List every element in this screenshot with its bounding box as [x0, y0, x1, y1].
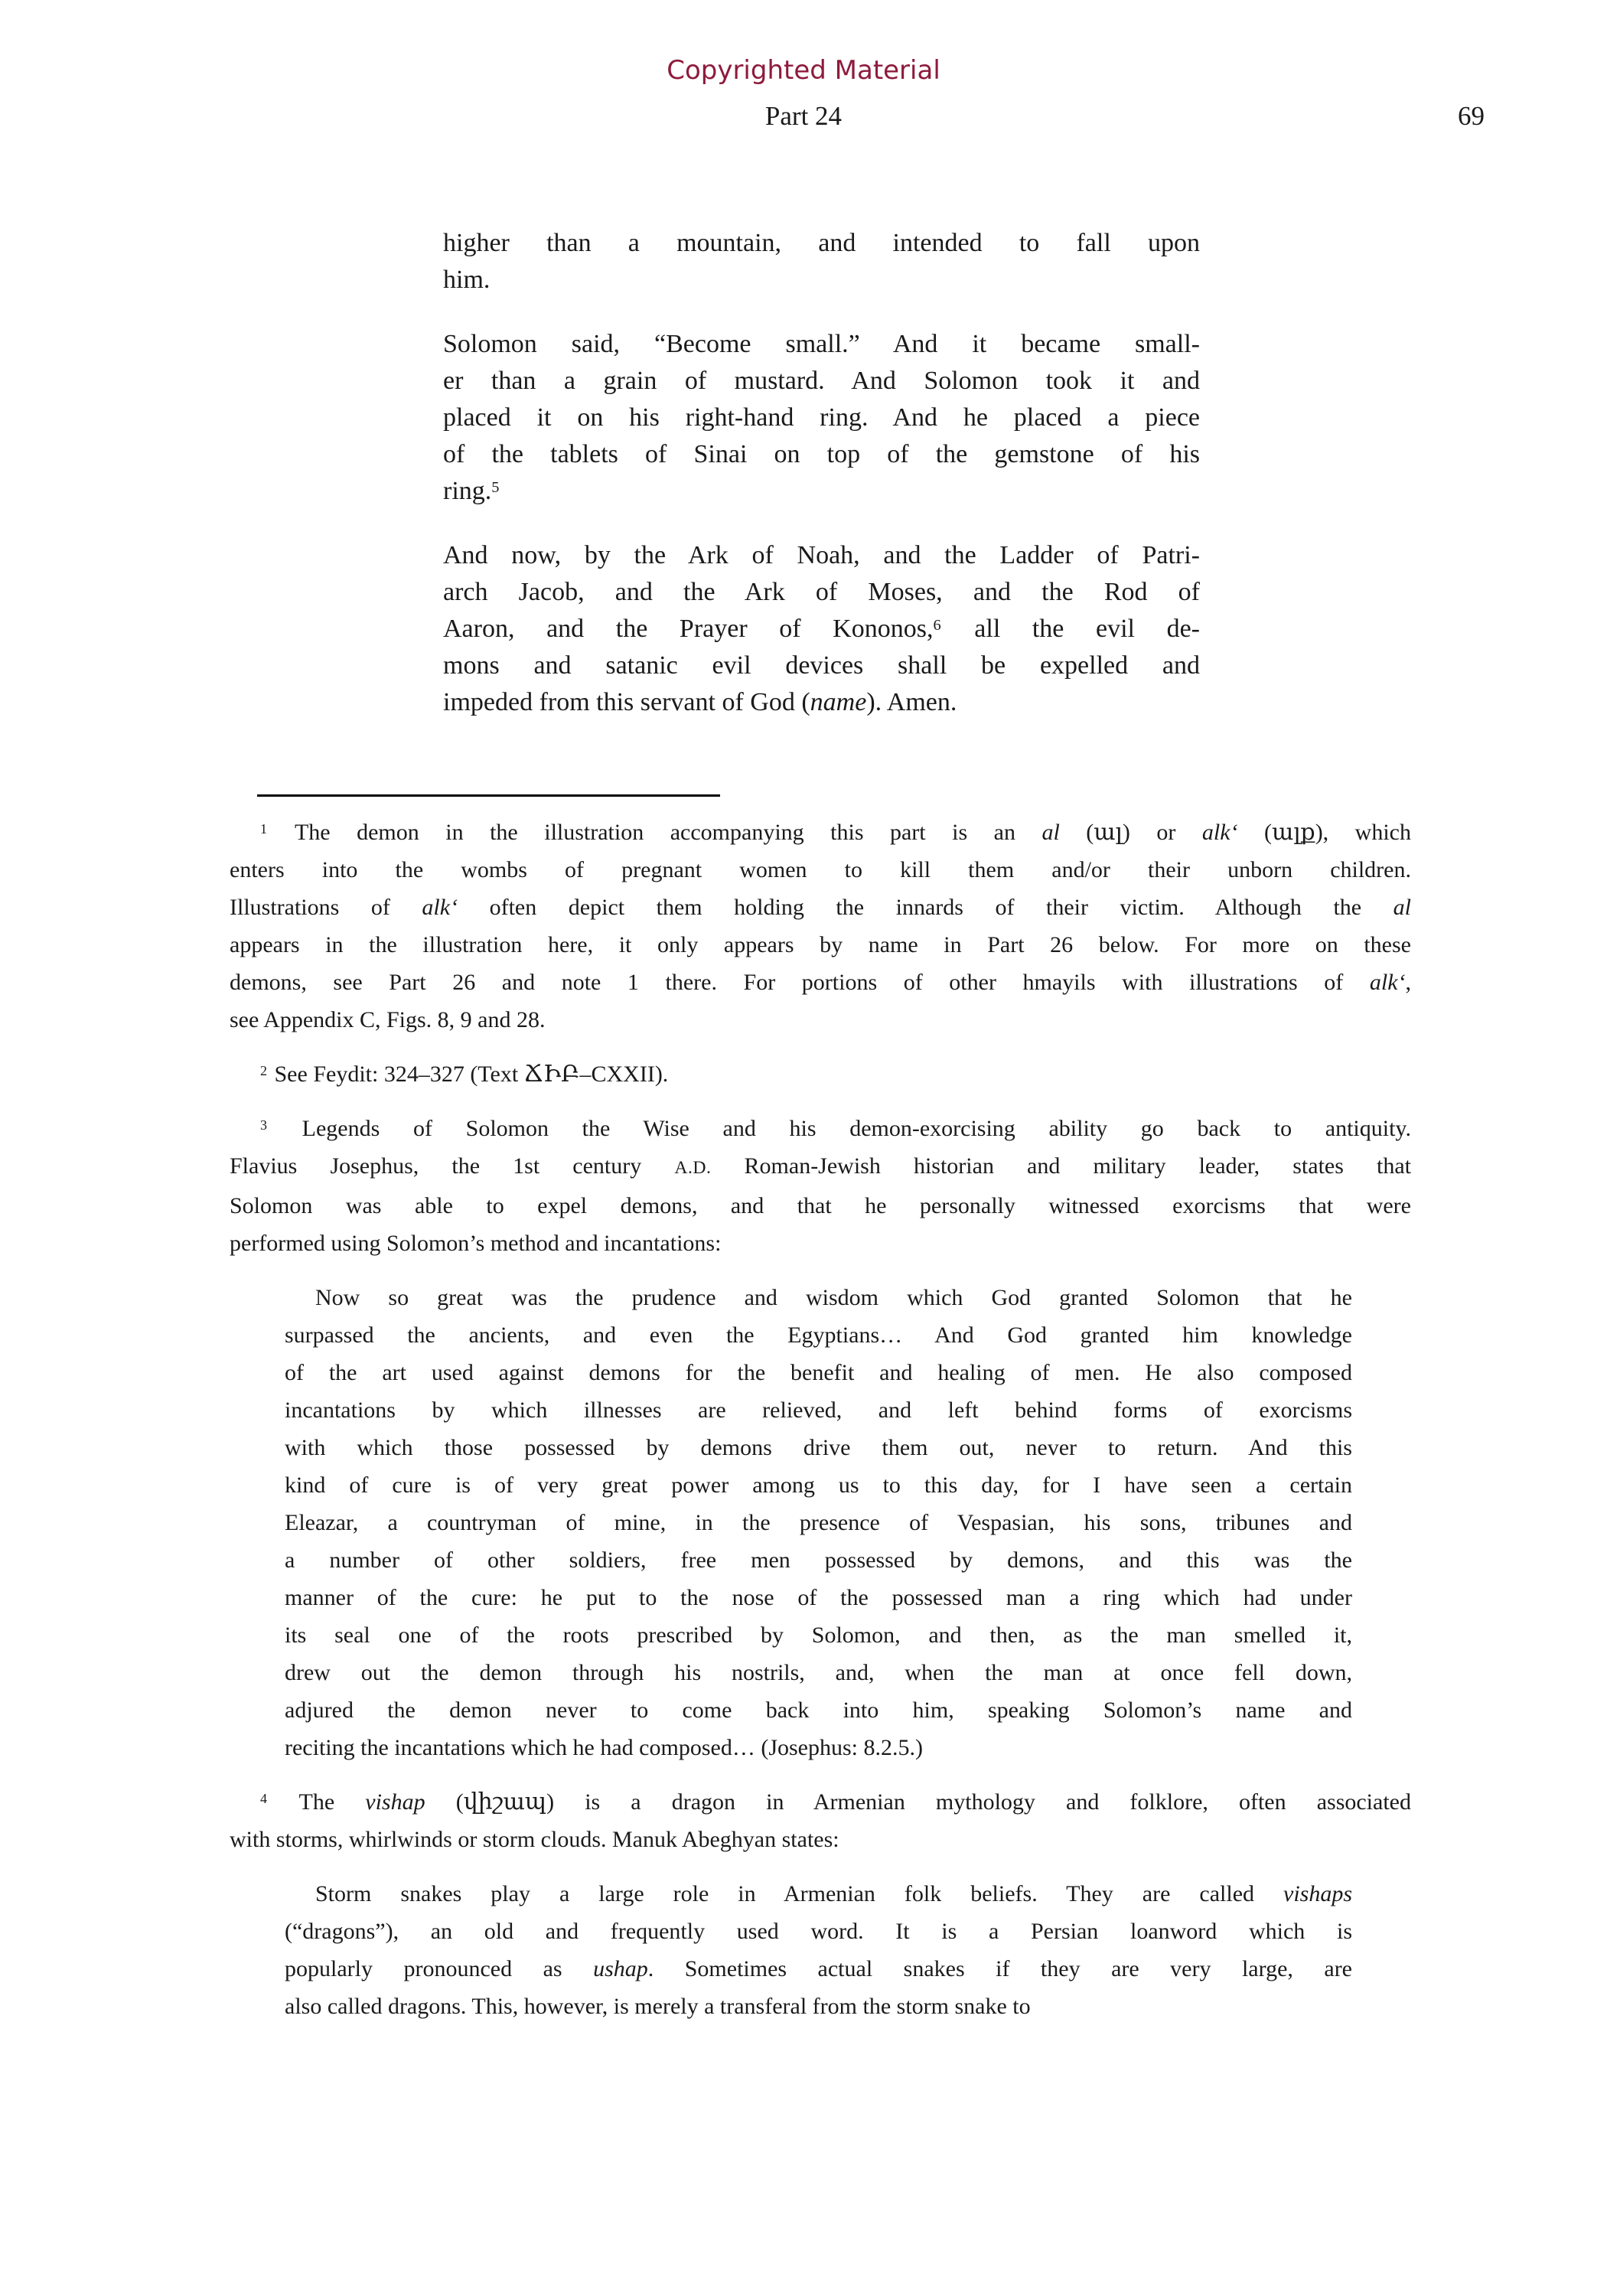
footnote-divider [257, 794, 720, 797]
text-line: appears in the illustration here, it only appears by name in Part 26 below. For more on these [230, 932, 1411, 957]
text-line: Solomon said, “Become small.” And it became small- [443, 330, 1200, 358]
part-title: Part 24 [764, 101, 843, 131]
text-line: drew out the demon through his nostrils, and, when the man at once fell down, [285, 1660, 1352, 1685]
text-line: mons and satanic evil devices shall be expelled and [443, 651, 1200, 680]
text-line: of the tablets of Sinai on top of the gemstone of his [443, 440, 1200, 468]
text-line: enters into the wombs of pregnant women to kill them and/or their unborn children. [230, 857, 1411, 882]
text-line: adjured the demon never to come back into him, speaking Solomon’s name and [285, 1698, 1352, 1723]
text-line: impeded from this servant of God (name). Amen. [443, 688, 957, 716]
text-line: Solomon was able to expel demons, and that he personally witnessed exorcisms that were [230, 1193, 1411, 1218]
text-line: surpassed the ancients, and even the Egyptians… And God granted him knowledge [285, 1322, 1352, 1348]
text-line: placed it on his right-hand ring. And he placed a piece [443, 403, 1200, 432]
paragraph-3 [443, 537, 1200, 721]
text-line: $^4$ The vishap (վիշապ) is a dragon in Armenian mythology and folklore, often associated [260, 1789, 1411, 1815]
text-line: incantations by which illnesses are relieved, and left behind forms of exorcisms [285, 1397, 1352, 1423]
footnote-3 [230, 1110, 1411, 1262]
text-line: $^1$ The demon in the illustration accompanying this part is an al (ալ) or alkʻ (ալք), which [260, 820, 1411, 845]
footnote-4 [230, 1783, 1411, 1858]
text-line: kind of cure is of very great power among us to this day, for I have seen a certain [285, 1473, 1352, 1498]
text-line: demons, see Part 26 and note 1 there. For portions of other hmayils with illustrations of alkʻ, [230, 970, 1411, 995]
page-header [0, 99, 1607, 133]
text-line: $^2$ See Feydit: 324–327 (Text ՃԻԲ–CXXII). [260, 1062, 669, 1087]
text-line: with storms, whirlwinds or storm clouds. Manuk Abeghyan states: [230, 1827, 839, 1852]
footnote-2 [230, 1055, 1411, 1093]
text-line: also called dragons. This, however, is merely a transferal from the storm snake to [285, 1994, 1031, 2019]
text-line: Flavius Josephus, the 1st century A.D. Roman-Jewish historian and military leader, states that [230, 1153, 1411, 1179]
text-line: reciting the incantations which he had composed… (Josephus: 8.2.5.) [285, 1735, 923, 1760]
text-line: of the art used against demons for the benefit and healing of men. He also composed [285, 1360, 1352, 1385]
page-number: 69 [1458, 101, 1485, 131]
text-line: manner of the cure: he put to the nose of the possessed man a ring which had under [285, 1585, 1352, 1610]
text-line: arch Jacob, and the Ark of Moses, and the Rod of [443, 578, 1200, 606]
paragraph-2 [443, 326, 1200, 510]
text-line: Aaron, and the Prayer of Kononos,$^6$ all the evil de- [443, 615, 1201, 643]
footnote-1 [230, 814, 1411, 1039]
abeghyan-blockquote [285, 1875, 1352, 2025]
text-line: er than a grain of mustard. And Solomon took it and [443, 367, 1200, 395]
text-line: $^3$ Legends of Solomon the Wise and his demon-exorcising ability go back to antiquity. [260, 1116, 1411, 1141]
text-line: see Appendix C, Figs. 8, 9 and 28. [230, 1007, 546, 1032]
main-text [443, 225, 1200, 721]
text-line: Eleazar, a countryman of mine, in the presence of Vespasian, his sons, tribunes and [285, 1510, 1352, 1535]
text-line: ring.$^5$ [443, 477, 500, 505]
text-line: performed using Solomon’s method and incantations: [230, 1231, 722, 1256]
copyright-notice: Copyrighted Material [667, 55, 940, 86]
footnotes-section [230, 814, 1411, 2025]
josephus-blockquote [285, 1279, 1352, 1766]
text-line: Illustrations of alkʻ often depict them holding the innards of their victim. Although the al [230, 895, 1412, 920]
text-line: with which those possessed by demons drive them out, never to return. And this [285, 1435, 1352, 1460]
text-line: (“dragons”), an old and frequently used word. It is a Persian loanword which is [285, 1919, 1352, 1944]
text-line: its seal one of the roots prescribed by Solomon, and then, as the man smelled it, [285, 1623, 1352, 1648]
text-line: Now so great was the prudence and wisdom which God granted Solomon that he [315, 1285, 1352, 1310]
text-line: Storm snakes play a large role in Armenian folk beliefs. They are called vishaps [315, 1881, 1352, 1906]
text-line: popularly pronounced as ushap. Sometimes actual snakes if they are very large, are [285, 1956, 1352, 1981]
text-line: And now, by the Ark of Noah, and the Ladder of Patri- [443, 541, 1200, 569]
text-line: a number of other soldiers, free men possessed by demons, and this was the [285, 1548, 1352, 1573]
text-line: him. [443, 266, 491, 294]
paragraph-1 [443, 225, 1200, 298]
text-line: higher than a mountain, and intended to fall upon [443, 229, 1200, 257]
